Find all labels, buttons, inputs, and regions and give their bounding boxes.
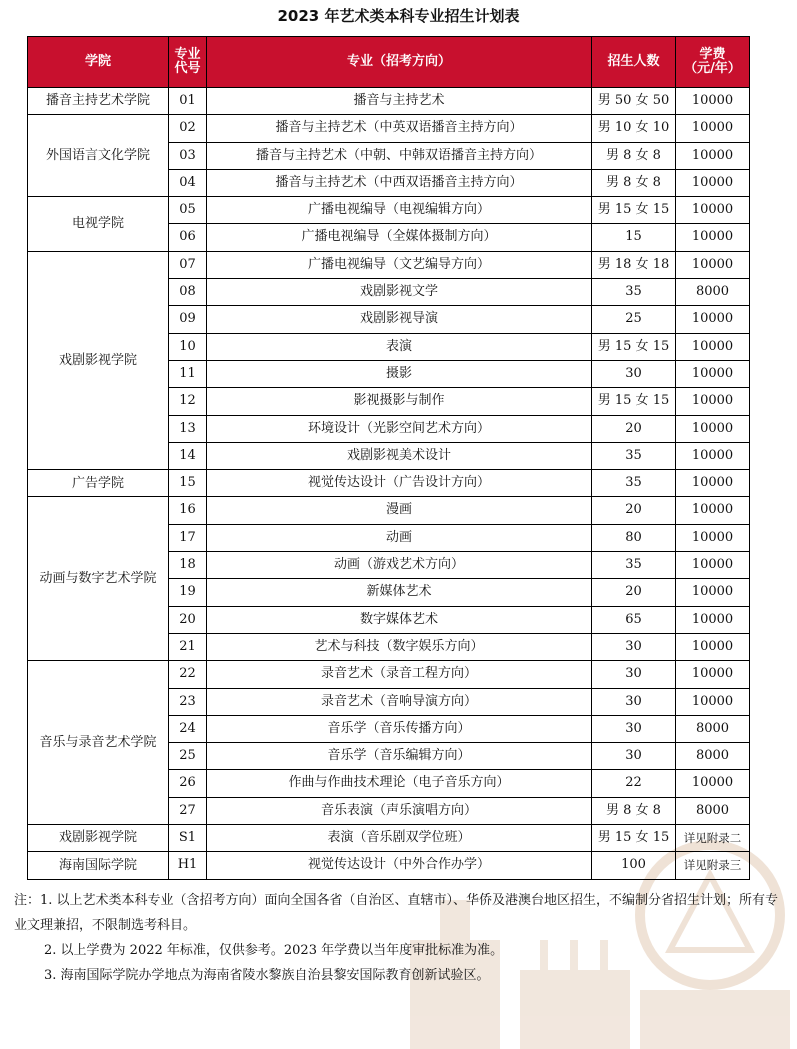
quota-cell: 男 15 女 15 xyxy=(592,197,676,224)
fee-cell: 10000 xyxy=(676,306,750,333)
major-code-cell: 02 xyxy=(169,115,207,142)
fee-cell: 10000 xyxy=(676,224,750,251)
quota-cell: 80 xyxy=(592,524,676,551)
quota-cell: 35 xyxy=(592,442,676,469)
fee-cell: 10000 xyxy=(676,251,750,278)
fee-cell: 10000 xyxy=(676,360,750,387)
college-cell: 外国语言文化学院 xyxy=(28,115,169,197)
major-name-cell: 广播电视编导（电视编辑方向） xyxy=(207,197,592,224)
quota-cell: 男 15 女 15 xyxy=(592,333,676,360)
major-code-cell: 08 xyxy=(169,279,207,306)
major-code-cell: 05 xyxy=(169,197,207,224)
enrollment-plan-table xyxy=(27,36,750,880)
header-fee-line2: （元/年） xyxy=(684,61,741,76)
major-name-cell: 作曲与作曲技术理论（电子音乐方向） xyxy=(207,770,592,797)
major-name-cell: 环境设计（光影空间艺术方向） xyxy=(207,415,592,442)
table-row xyxy=(28,825,750,852)
fee-cell: 10000 xyxy=(676,169,750,196)
header-college: 学院 xyxy=(28,37,169,88)
major-name-cell: 表演（音乐剧双学位班） xyxy=(207,825,592,852)
major-code-cell: 11 xyxy=(169,360,207,387)
quota-cell: 35 xyxy=(592,470,676,497)
note-3: 3. 海南国际学院办学地点为海南省陵水黎族自治县黎安国际教育创新试验区。 xyxy=(44,968,490,983)
fee-cell: 8000 xyxy=(676,715,750,742)
fee-cell: 10000 xyxy=(676,415,750,442)
fee-cell: 10000 xyxy=(676,388,750,415)
quota-cell: 20 xyxy=(592,497,676,524)
fee-cell: 10000 xyxy=(676,579,750,606)
major-code-cell: 07 xyxy=(169,251,207,278)
major-code-cell: 22 xyxy=(169,661,207,688)
major-code-cell: H1 xyxy=(169,852,207,879)
header-code xyxy=(169,37,207,88)
fee-cell: 10000 xyxy=(676,497,750,524)
major-code-cell: 13 xyxy=(169,415,207,442)
major-name-cell: 戏剧影视美术设计 xyxy=(207,442,592,469)
header-quota: 招生人数 xyxy=(592,37,676,88)
major-code-cell: S1 xyxy=(169,825,207,852)
major-name-cell: 戏剧影视文学 xyxy=(207,279,592,306)
major-name-cell: 广播电视编导（全媒体摄制方向） xyxy=(207,224,592,251)
major-name-cell: 影视摄影与制作 xyxy=(207,388,592,415)
header-fee-line1: 学费 xyxy=(699,46,726,62)
header-fee xyxy=(676,37,750,88)
fee-cell: 10000 xyxy=(676,115,750,142)
college-cell: 海南国际学院 xyxy=(28,852,169,879)
major-code-cell: 26 xyxy=(169,770,207,797)
fee-cell: 10000 xyxy=(676,470,750,497)
major-name-cell: 艺术与科技（数字娱乐方向） xyxy=(207,633,592,660)
header-code-line2: 代号 xyxy=(174,61,201,76)
quota-cell: 男 10 女 10 xyxy=(592,115,676,142)
note-1: 注：1. 以上艺术类本科专业（含招考方向）面向全国各省（自治区、直辖市）、华侨及港澳台地区招生，不编制分省招生计划；所有专业文理兼招，不限制选考科目。 xyxy=(14,893,779,933)
fee-cell: 10000 xyxy=(676,770,750,797)
major-name-cell: 视觉传达设计（广告设计方向） xyxy=(207,470,592,497)
quota-cell: 男 18 女 18 xyxy=(592,251,676,278)
table-row xyxy=(28,497,750,524)
quota-cell: 25 xyxy=(592,306,676,333)
fee-cell: 10000 xyxy=(676,197,750,224)
quota-cell: 100 xyxy=(592,852,676,879)
major-name-cell: 播音与主持艺术（中朝、中韩双语播音主持方向） xyxy=(207,142,592,169)
college-cell: 电视学院 xyxy=(28,197,169,252)
fee-cell: 8000 xyxy=(676,743,750,770)
major-code-cell: 01 xyxy=(169,88,207,115)
college-cell: 动画与数字艺术学院 xyxy=(28,497,169,661)
page-title: 2023 年艺术类本科专业招生计划表 xyxy=(277,7,520,25)
major-name-cell: 数字媒体艺术 xyxy=(207,606,592,633)
fee-cell: 10000 xyxy=(676,552,750,579)
table-row xyxy=(28,852,750,879)
major-name-cell: 音乐学（音乐编辑方向） xyxy=(207,743,592,770)
major-code-cell: 14 xyxy=(169,442,207,469)
major-code-cell: 09 xyxy=(169,306,207,333)
major-code-cell: 17 xyxy=(169,524,207,551)
fee-cell: 10000 xyxy=(676,333,750,360)
quota-cell: 20 xyxy=(592,415,676,442)
fee-cell: 10000 xyxy=(676,606,750,633)
major-code-cell: 04 xyxy=(169,169,207,196)
major-name-cell: 表演 xyxy=(207,333,592,360)
major-name-cell: 广播电视编导（文艺编导方向） xyxy=(207,251,592,278)
quota-cell: 15 xyxy=(592,224,676,251)
college-cell: 戏剧影视学院 xyxy=(28,825,169,852)
major-name-cell: 视觉传达设计（中外合作办学） xyxy=(207,852,592,879)
quota-cell: 20 xyxy=(592,579,676,606)
quota-cell: 男 8 女 8 xyxy=(592,142,676,169)
college-cell: 播音主持艺术学院 xyxy=(28,88,169,115)
major-code-cell: 25 xyxy=(169,743,207,770)
major-code-cell: 19 xyxy=(169,579,207,606)
quota-cell: 30 xyxy=(592,688,676,715)
major-code-cell: 15 xyxy=(169,470,207,497)
quota-cell: 30 xyxy=(592,715,676,742)
major-name-cell: 动画 xyxy=(207,524,592,551)
footnotes xyxy=(14,888,782,988)
fee-cell: 详见附录三 xyxy=(676,852,750,879)
quota-cell: 30 xyxy=(592,743,676,770)
fee-cell: 8000 xyxy=(676,797,750,824)
table-row xyxy=(28,470,750,497)
major-name-cell: 摄影 xyxy=(207,360,592,387)
fee-cell: 10000 xyxy=(676,688,750,715)
college-cell: 广告学院 xyxy=(28,470,169,497)
quota-cell: 30 xyxy=(592,360,676,387)
fee-cell: 10000 xyxy=(676,524,750,551)
major-code-cell: 23 xyxy=(169,688,207,715)
major-name-cell: 录音艺术（录音工程方向） xyxy=(207,661,592,688)
major-name-cell: 音乐学（音乐传播方向） xyxy=(207,715,592,742)
table-header-row xyxy=(28,37,750,88)
major-name-cell: 播音与主持艺术（中西双语播音主持方向） xyxy=(207,169,592,196)
fee-cell: 8000 xyxy=(676,279,750,306)
major-code-cell: 12 xyxy=(169,388,207,415)
quota-cell: 男 15 女 15 xyxy=(592,825,676,852)
header-major: 专业（招考方向） xyxy=(207,37,592,88)
fee-cell: 10000 xyxy=(676,142,750,169)
quota-cell: 30 xyxy=(592,661,676,688)
major-name-cell: 动画（游戏艺术方向） xyxy=(207,552,592,579)
quota-cell: 65 xyxy=(592,606,676,633)
major-code-cell: 21 xyxy=(169,633,207,660)
quota-cell: 30 xyxy=(592,633,676,660)
quota-cell: 35 xyxy=(592,279,676,306)
quota-cell: 35 xyxy=(592,552,676,579)
major-code-cell: 06 xyxy=(169,224,207,251)
fee-cell: 10000 xyxy=(676,442,750,469)
table-row xyxy=(28,115,750,142)
major-code-cell: 27 xyxy=(169,797,207,824)
major-name-cell: 新媒体艺术 xyxy=(207,579,592,606)
major-name-cell: 播音与主持艺术 xyxy=(207,88,592,115)
quota-cell: 男 50 女 50 xyxy=(592,88,676,115)
table-row xyxy=(28,661,750,688)
major-code-cell: 18 xyxy=(169,552,207,579)
fee-cell: 10000 xyxy=(676,661,750,688)
table-row xyxy=(28,197,750,224)
major-code-cell: 10 xyxy=(169,333,207,360)
major-name-cell: 播音与主持艺术（中英双语播音主持方向） xyxy=(207,115,592,142)
header-code-line1: 专业 xyxy=(174,46,201,62)
quota-cell: 22 xyxy=(592,770,676,797)
major-name-cell: 漫画 xyxy=(207,497,592,524)
note-2: 2. 以上学费为 2022 年标准，仅供参考。2023 年学费以当年度审批标准为准。 xyxy=(44,943,504,958)
major-name-cell: 戏剧影视导演 xyxy=(207,306,592,333)
quota-cell: 男 15 女 15 xyxy=(592,388,676,415)
table-row xyxy=(28,88,750,115)
fee-cell: 详见附录二 xyxy=(676,825,750,852)
table-body xyxy=(28,88,750,880)
quota-cell: 男 8 女 8 xyxy=(592,169,676,196)
major-name-cell: 音乐表演（声乐演唱方向） xyxy=(207,797,592,824)
major-code-cell: 03 xyxy=(169,142,207,169)
major-code-cell: 16 xyxy=(169,497,207,524)
fee-cell: 10000 xyxy=(676,88,750,115)
fee-cell: 10000 xyxy=(676,633,750,660)
major-name-cell: 录音艺术（音响导演方向） xyxy=(207,688,592,715)
college-cell: 音乐与录音艺术学院 xyxy=(28,661,169,825)
quota-cell: 男 8 女 8 xyxy=(592,797,676,824)
major-code-cell: 20 xyxy=(169,606,207,633)
major-code-cell: 24 xyxy=(169,715,207,742)
college-cell: 戏剧影视学院 xyxy=(28,251,169,469)
table-row xyxy=(28,251,750,278)
